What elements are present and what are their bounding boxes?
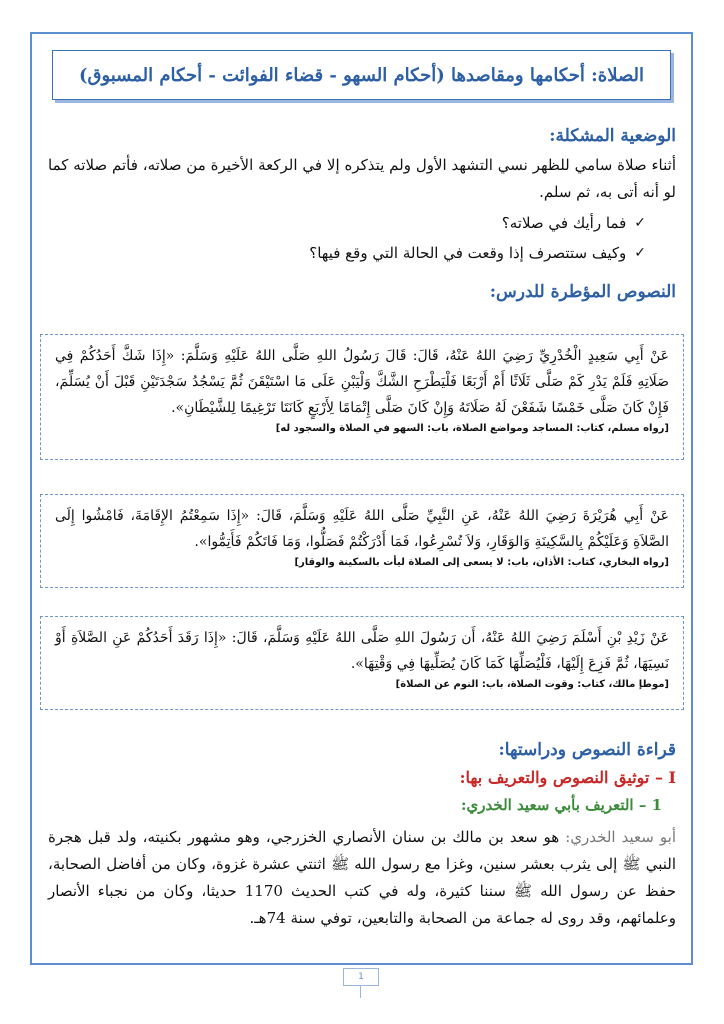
hadith-text: عَنْ أَبِي سَعِيدٍ الْخُدْرِيِّ رَضِيَ اللهُ عَنْهُ، قَالَ: قَالَ رَسُولُ اللهِ صَلَّى اللهُ عَلَيْهِ وَسَلَّمَ: «إِذَا شَكَّ أَحَدُكُمْ فِي صَلَاتِهِ فَلَمْ يَدْرِ كَمْ صَلَّى ثَلَاثًا أَمْ أَرْبَعًا فَلْيَطْرَحِ الشَّكَّ وَلْيَبْنِ عَلَى مَا اسْتَيْقَنَ ثُمَّ يَسْجُدُ سَجْدَتَيْنِ قَبْلَ أَنْ يُسَلِّمَ، فَإِنْ كَانَ صَلَّى خَمْسًا شَفَعْنَ لَهُ صَلَاتَهُ وَإِنْ كَانَ صَلَّى إِتْمَامًا لِأَرْبَعٍ كَانَتَا تَرْغِيمًا لِلشَّيْطَانِ». <box>55 348 669 416</box>
bio-heading: 1 – التعريف بأبي سعيد الخدري: <box>461 796 662 814</box>
situation-text: أثناء صلاة سامي للظهر نسي التشهد الأول ولم يتذكره إلا في الركعة الأخيرة من صلاته، فأتم صلاته كما لو أنه أتى به، ثم سلم. <box>48 156 676 201</box>
page-title: الصلاة: أحكامها ومقاصدها (أحكام السهو - قضاء الفوائت - أحكام المسبوق) <box>78 64 645 86</box>
hadith-text: عَنْ أَبِي هُرَيْرَةَ رَضِيَ اللهُ عَنْهُ، عَنِ النَّبِيِّ صَلَّى اللهُ عَلَيْهِ وَسَلَّمَ، قَالَ: «إِذَا سَمِعْتُمُ الإِقَامَةَ، فَامْشُوا إِلَى الصَّلاَةِ وَعَلَيْكُمْ بِالسَّكِينَةِ وَالوَقَارِ، وَلاَ تُسْرِعُوا، فَمَا أَدْرَكْتُمْ فَصَلُّوا، وَمَا فَاتَكُمْ فَأَتِمُّوا». <box>55 508 669 550</box>
question-text: فما رأيك في صلاته؟ <box>501 214 627 232</box>
page-number: 1 <box>343 968 379 986</box>
section-1-heading: I – توثيق النصوص والتعريف بها: <box>459 768 676 787</box>
hadith-source: [رواه مسلم، كتاب: المساجد ومواضع الصلاة، باب: السهو في الصلاة والسجود له] <box>275 423 669 434</box>
texts-heading: النصوص المؤطرة للدرس: <box>489 282 676 302</box>
situation-heading: الوضعية المشكلة: <box>549 126 676 146</box>
question-item-1 <box>502 214 646 232</box>
hadith-box-1 <box>40 334 684 460</box>
page-title-box <box>52 50 671 100</box>
question-text: وكيف ستتصرف إذا وقعت في الحالة التي وقع فيها؟ <box>309 244 627 262</box>
bio-text: هو سعد بن مالك بن سنان الأنصاري الخزرجي، وهو مشهور بكنيته، ولد قبل هجرة النبي ﷺ إلى يثرب بعشر سنين، وغزا مع رسول الله ﷺ اثنتي عشرة غزوة، وكان من أفاضل الصحابة، حفظ عن رسول الله ﷺ سننا كثيرة، وله في كتب الحديث 1170 حديثا، وكان من نجباء الأنصار وعلمائهم، وقد روى له جماعة من الصحابة والتابعين، توفي سنة 74هـ. <box>48 828 676 927</box>
hadith-box-3 <box>40 616 684 710</box>
hadith-text: عَنْ زَيْدِ بْنِ أَسْلَمَ رَضِيَ اللهُ عَنْهُ، أَن رَسُولَ اللهِ صَلَّى اللهُ عَلَيْهِ وَسَلَّمَ، قَالَ: «إِذَا رَقَدَ أَحَدُكُمْ عَنِ الصَّلاَةِ أَوْ نَسِيَهَا، ثُمَّ فَزِعَ إِلَيْهَا، فَلْيُصَلِّهَا كَمَا كَانَ يُصَلِّيهَا فِي وَقْتِهَا». <box>55 630 670 672</box>
check-icon: ✓ <box>634 215 646 231</box>
bio-paragraph <box>48 824 676 932</box>
check-icon: ✓ <box>634 245 646 261</box>
bio-name: أبو سعيد الخدري: <box>565 828 676 846</box>
hadith-source: [موطإ مالك، كتاب: وقوت الصلاة، باب: النوم عن الصلاة] <box>395 679 669 690</box>
hadith-box-2 <box>40 494 684 588</box>
hadith-source: [رواه البخاري، كتاب: الأذان، باب: لا يسعى إلى الصلاة ليأت بالسكينة والوقار] <box>294 557 669 568</box>
reading-heading: قراءة النصوص ودراستها: <box>498 740 676 760</box>
question-item-2 <box>309 244 646 262</box>
page-number-stub <box>360 986 361 998</box>
